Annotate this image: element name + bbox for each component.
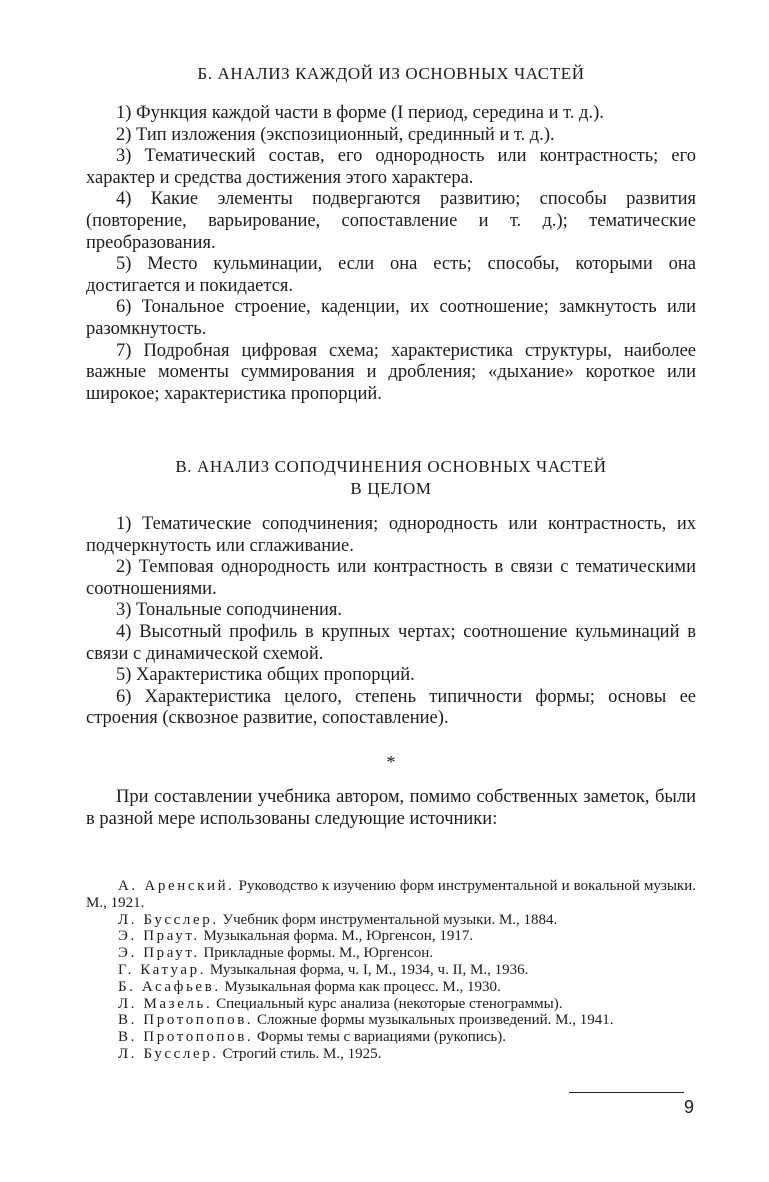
list-item: 6) Тональное строение, каденции, их соотношение; замкнутость или разомкнутость. <box>86 297 696 339</box>
reference-text: Специальный курс анализа (некоторые стенограммы). <box>212 995 563 1012</box>
reference-author: Г. Катуар. <box>118 961 207 978</box>
section-v-list <box>86 514 696 730</box>
footer-rule <box>569 1092 684 1093</box>
reference-item <box>86 962 696 979</box>
list-item: 4) Высотный профиль в крупных чертах; соотношение кульминаций в связи с динамической схемой. <box>86 621 696 664</box>
reference-text: Сложные формы музыкальных произведений. М., 1941. <box>253 1012 614 1029</box>
section-v-heading <box>86 456 696 500</box>
reference-author: Б. Асафьев. <box>118 978 221 995</box>
reference-author: Э. Праут. <box>118 928 200 945</box>
page-number: 9 <box>683 1097 694 1117</box>
list-item: 1) Тематические соподчинения; однородность или контрастность, их подчеркнутость или сглаживание. <box>86 514 696 556</box>
list-item: 5) Характеристика общих пропорций. <box>116 665 415 686</box>
sources-intro: При составлении учебника автором, помимо собственных заметок, были в разной мере использованы следующие источники: <box>86 787 696 829</box>
list-item: 3) Тематический состав, его однородность или контрастность; его характер и средства достижения этого характера. <box>86 146 696 188</box>
list-item: 2) Тип изложения (экспозиционный, срединный и т. д.). <box>116 124 555 145</box>
section-separator: * <box>386 752 396 772</box>
list-item: 7) Подробная цифровая схема; характеристика структуры, наиболее важные моменты суммирования и дробления; «дыхание» короткое или широкое; характеристика пропорций. <box>86 340 696 404</box>
reference-item <box>86 1029 696 1046</box>
reference-author: Э. Праут. <box>118 945 200 962</box>
reference-text: Учебник форм инструментальной музыки. М., 1884. <box>218 911 558 928</box>
reference-item <box>86 912 696 929</box>
list-item: 3) Тональные соподчинения. <box>116 600 343 621</box>
reference-author: Л. Бусслер. <box>118 911 219 928</box>
section-v-heading-line1: В. АНАЛИЗ СОПОДЧИНЕНИЯ ОСНОВНЫХ ЧАСТЕЙ <box>175 457 607 476</box>
reference-list <box>86 878 696 1063</box>
reference-author: В. Протопопов. <box>118 1012 254 1029</box>
reference-item <box>86 996 696 1013</box>
reference-text: Прикладные формы. М., Юргенсон. <box>199 945 434 962</box>
list-item: 5) Место кульминации, если она есть; способы, которыми она достигается и покидается. <box>86 254 696 296</box>
section-b-heading: Б. АНАЛИЗ КАЖДОЙ ИЗ ОСНОВНЫХ ЧАСТЕЙ <box>197 64 585 83</box>
reference-author: В. Протопопов. <box>118 1029 254 1046</box>
list-item: 6) Характеристика целого, степень типичности формы; основы ее строения (сквозное развитие, сопоставление). <box>86 686 696 729</box>
list-item: 2) Темповая однородность или контрастность в связи с тематическими соотношениями. <box>86 557 696 599</box>
reference-text: Строгий стиль. М., 1925. <box>218 1045 382 1062</box>
reference-text: Формы темы с вариациями (рукопись). <box>253 1029 507 1046</box>
list-item: 4) Какие элементы подвергаются развитию; способы развития (повторение, варьирование, сопоставление и т. д.); тематические преобразования. <box>86 189 696 253</box>
reference-item <box>86 1012 696 1029</box>
reference-item <box>86 878 696 912</box>
reference-text: Музыкальная форма. М., Юргенсон, 1917. <box>199 928 474 945</box>
reference-item <box>86 1046 696 1063</box>
list-item: 1) Функция каждой части в форме (I период, середина и т. д.). <box>116 103 604 123</box>
reference-text: Музыкальная форма как процесс. М., 1930. <box>220 978 501 995</box>
section-v-heading-line2: В ЦЕЛОМ <box>350 479 432 498</box>
reference-item <box>86 945 696 962</box>
reference-author: Л. Мазель. <box>118 995 213 1012</box>
reference-author: А. Аренский. <box>118 878 235 894</box>
reference-text: Музыкальная форма, ч. I, М., 1934, ч. II, М., 1936. <box>206 961 529 978</box>
reference-text: Руководство к изучению форм инструментальной и вокальной музыки. М., 1921. <box>86 878 696 911</box>
reference-item <box>86 979 696 996</box>
reference-item <box>86 928 696 945</box>
reference-author: Л. Бусслер. <box>118 1045 219 1062</box>
section-b-list <box>86 103 696 405</box>
